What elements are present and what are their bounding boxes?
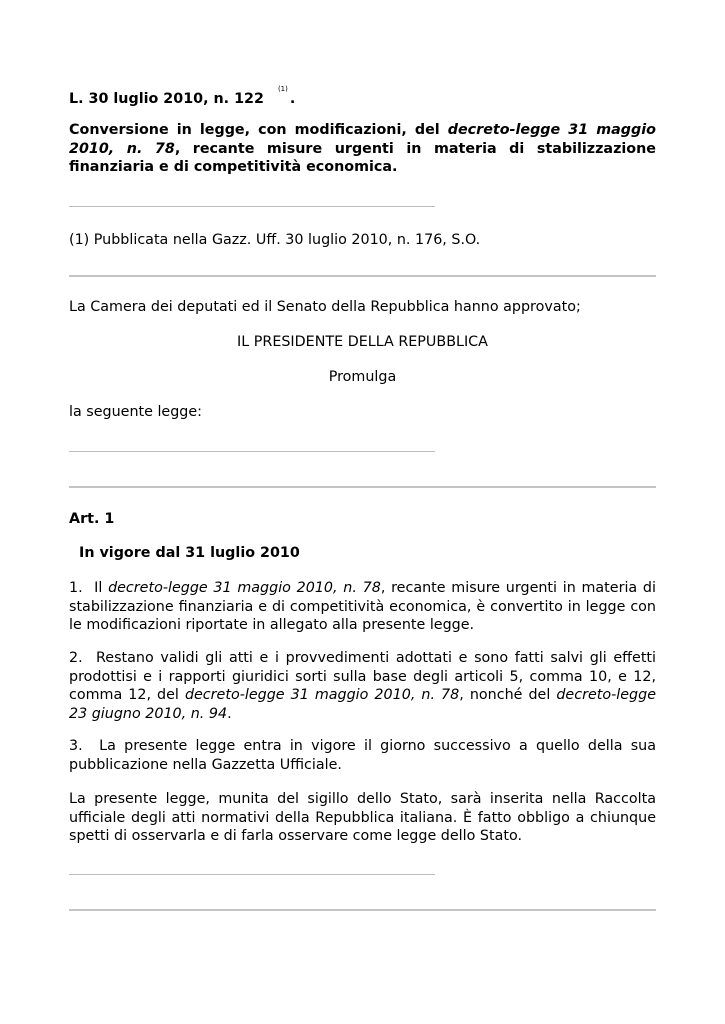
divider-long — [69, 486, 656, 488]
law-reference-period: . — [289, 90, 296, 107]
decree-link[interactable]: decreto-legge 31 maggio 2010, n. 78 — [108, 580, 381, 596]
paragraph-text: , nonché del — [459, 687, 551, 703]
article-title: Art. 1 — [69, 511, 115, 527]
president-heading: IL PRESIDENTE DELLA REPUBBLICA — [237, 334, 488, 350]
following-law-text: la seguente legge: — [69, 404, 202, 420]
law-reference — [69, 86, 656, 108]
paragraph-number: 3. — [69, 738, 83, 754]
decree-link[interactable]: decreto-legge 23 giugno 2010, n. 94 — [69, 687, 656, 722]
promulga-text: Promulga — [328, 369, 397, 385]
paragraph-text: La presente legge entra in vigore il giorno successivo a quello della sua pubblicazione nella Gazzetta Ufficiale. — [69, 738, 656, 773]
divider-long — [69, 909, 656, 911]
title-decree-link[interactable]: decreto-legge 31 maggio 2010, n. 78 — [69, 122, 656, 157]
paragraph-3 — [69, 737, 656, 774]
paragraph-2 — [69, 649, 656, 723]
decree-link[interactable]: decreto-legge 31 maggio 2010, n. 78 — [184, 687, 460, 703]
paragraph-1 — [69, 579, 656, 635]
paragraph-number: 1. — [69, 580, 83, 596]
divider-short — [69, 874, 435, 875]
divider-short — [69, 451, 435, 452]
paragraph-text: . — [227, 705, 232, 722]
law-reference-text: L. 30 luglio 2010, n. 122 — [69, 90, 264, 107]
title-suffix: , recante misure urgenti in materia di stabilizzazione finanziaria e di competitività economica. — [69, 140, 656, 175]
paragraph-text: , recante misure urgenti in materia di stabilizzazione finanziaria e di competitività economica, è convertito in legge con le modificazioni riportate in allegato alla presente legge. — [69, 580, 656, 633]
closing-paragraph: La presente legge, munita del sigillo dello Stato, sarà inserita nella Raccolta ufficiale degli atti normativi della Repubblica italiana. È fatto obbligo a chiunque spetti di osservarla e di farla osservare come legge dello Stato. — [69, 791, 656, 844]
in-force-label: In vigore dal 31 luglio 2010 — [79, 545, 300, 561]
title-prefix: Conversione in legge, con modificazioni, del — [69, 122, 440, 138]
divider-short — [69, 206, 435, 207]
paragraph-text: Il — [94, 580, 103, 596]
divider-long — [69, 275, 656, 277]
footnote-marker[interactable]: (1) — [277, 85, 288, 93]
law-title — [69, 121, 656, 177]
paragraph-number: 2. — [69, 650, 83, 666]
approval-text: La Camera dei deputati ed il Senato della Repubblica hanno approvato; — [69, 299, 581, 315]
footnote: (1) Pubblicata nella Gazz. Uff. 30 luglio 2010, n. 176, S.O. — [69, 232, 481, 248]
paragraph-text: Restano validi gli atti e i provvedimenti adottati e sono fatti salvi gli effetti prodottisi e i rapporti giuridici sorti sulla base degli articoli 5, comma 10, e 12, comma 12, del — [69, 650, 657, 703]
